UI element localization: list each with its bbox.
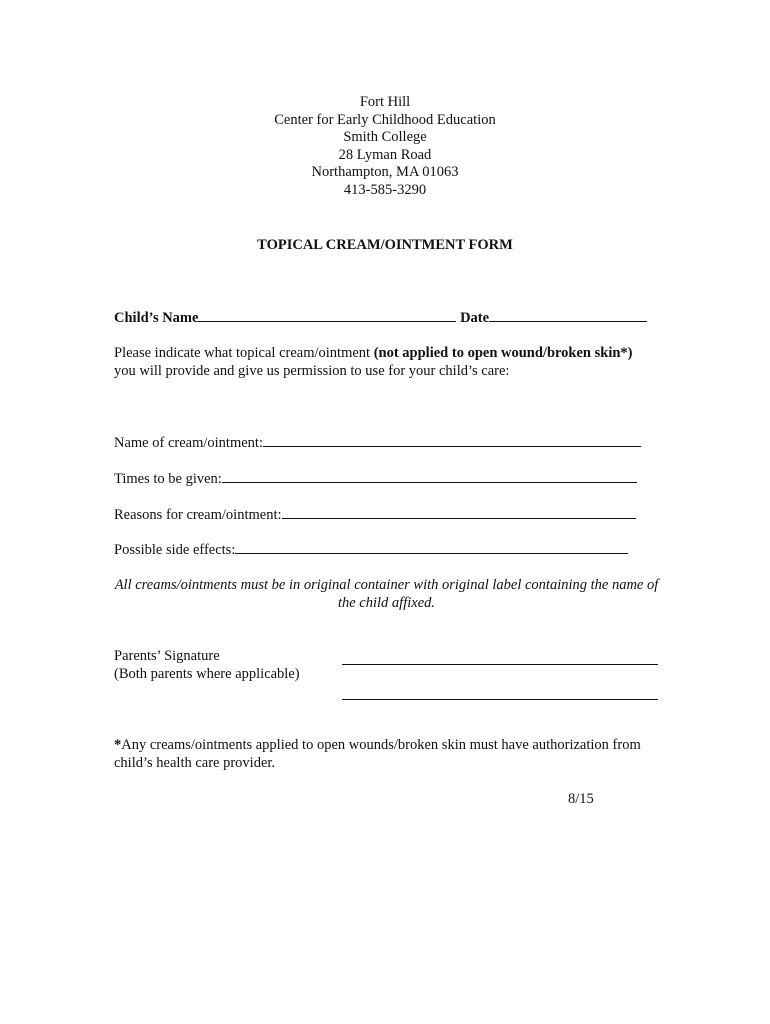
- date-label: Date: [460, 310, 490, 326]
- header-line-street: 28 Lyman Road: [338, 146, 432, 163]
- instructions-rest: you will provide and give us permission to use for your child’s care:: [114, 362, 510, 379]
- reasons-field[interactable]: [282, 506, 636, 519]
- header-line-phone: 413-585-3290: [343, 181, 427, 198]
- form-title: TOPICAL CREAM/OINTMENT FORM: [257, 237, 513, 253]
- cream-name-label: Name of cream/ointment:: [114, 435, 263, 451]
- parent-signature-line-2[interactable]: [342, 699, 658, 700]
- signature-label: Parents’ Signature: [114, 648, 220, 664]
- signature-label-block: [114, 648, 300, 683]
- instructions-paragraph: [114, 345, 644, 380]
- child-name-row: [114, 309, 647, 327]
- footnote-text: Any creams/ointments applied to open wounds/broken skin must have authorization from child’s health care provider.: [114, 737, 641, 771]
- header-line-center: Center for Early Childhood Education: [274, 111, 496, 128]
- header-line-name: Fort Hill: [359, 94, 411, 110]
- child-name-label: Child’s Name: [114, 310, 199, 326]
- instructions-warning: (not applied to open wound/broken skin*): [373, 345, 633, 361]
- reasons-row: [114, 506, 636, 524]
- times-given-field[interactable]: [222, 470, 637, 483]
- side-effects-label: Possible side effects:: [114, 542, 236, 558]
- facility-header: [0, 94, 770, 200]
- revision-date: 8/15: [568, 791, 594, 807]
- cream-name-row: [114, 434, 641, 452]
- reasons-label: Reasons for cream/ointment:: [114, 507, 282, 523]
- footnote: [114, 737, 654, 772]
- instructions-intro: Please indicate what topical cream/ointment: [114, 345, 374, 361]
- signature-sublabel: (Both parents where applicable): [114, 665, 300, 682]
- side-effects-row: [114, 541, 628, 559]
- container-note: All creams/ointments must be in original container with original label containing the name of the child affixed.: [114, 577, 659, 611]
- child-name-field[interactable]: [198, 309, 456, 322]
- footnote-star: *: [114, 737, 122, 753]
- date-field[interactable]: [489, 309, 647, 322]
- header-line-city: Northampton, MA 01063: [311, 164, 459, 181]
- cream-name-field[interactable]: [263, 434, 641, 447]
- times-given-row: [114, 470, 637, 488]
- side-effects-field[interactable]: [235, 541, 628, 554]
- times-given-label: Times to be given:: [114, 471, 222, 487]
- parent-signature-line-1[interactable]: [342, 664, 658, 665]
- header-line-college: Smith College: [343, 129, 427, 146]
